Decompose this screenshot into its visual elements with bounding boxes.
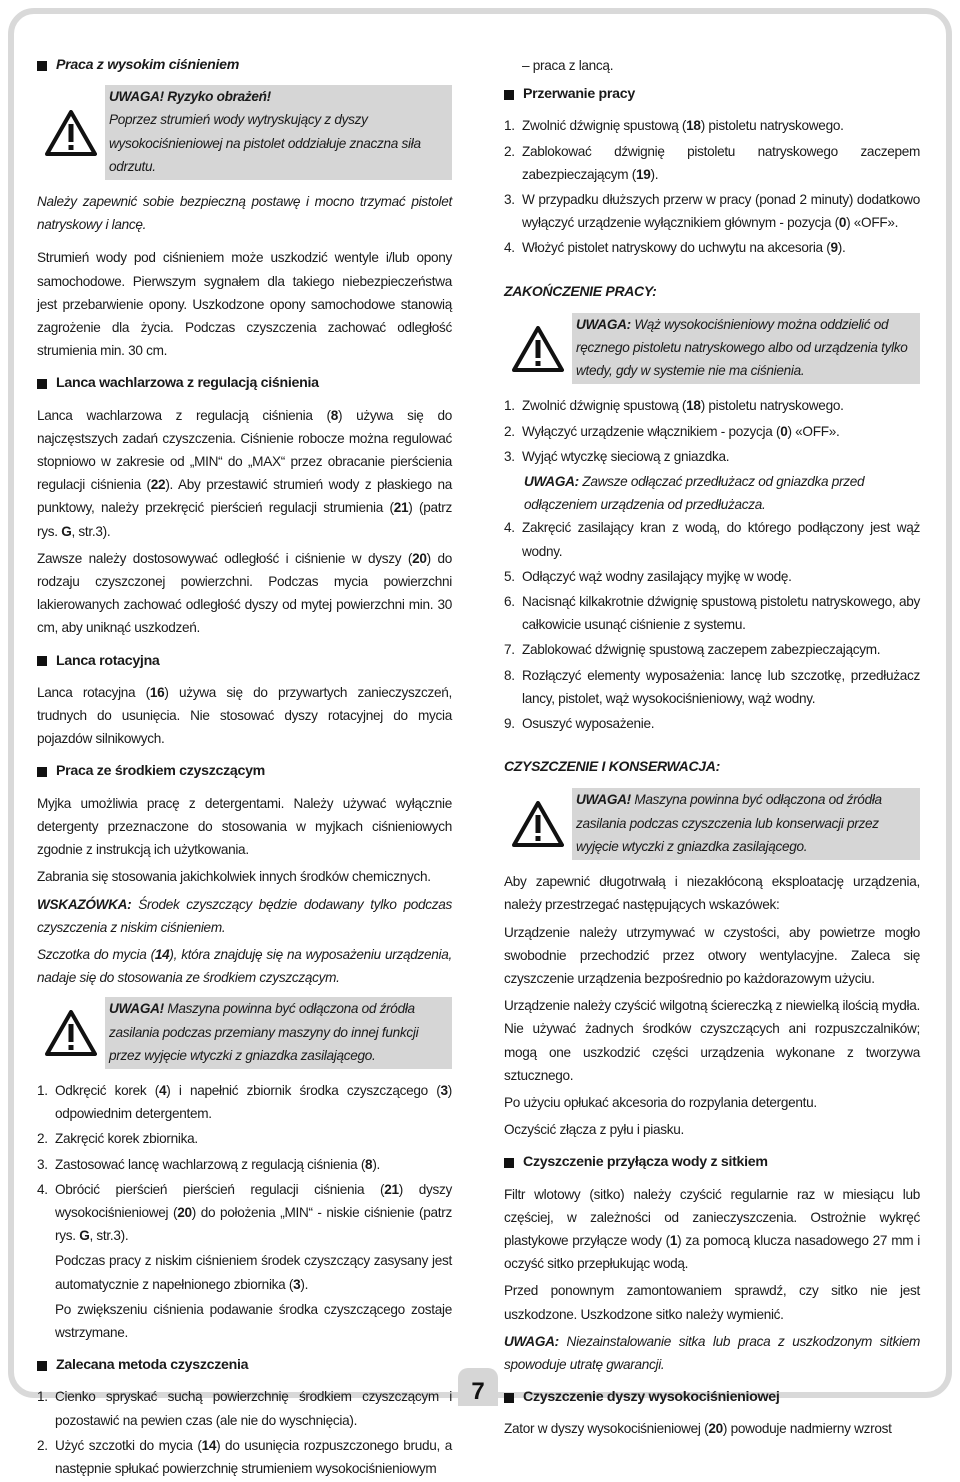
list-item: 1. Zwolnić dźwignię spustową (18) pistoletu natryskowego. [504,118,844,134]
paragraph-cleaning-4: Po użyciu opłukać akcesoria do rozpylania detergentu. [504,1094,817,1110]
list-item: 4. Obrócić pierścień pierścień regulacji ciśnienia (21) dyszy wysokociśnieniowej (20) do położenia „MIN“ - niskie ciśnienie (patrz rys. G, str.3). [37,1181,453,1244]
detergent-steps-list [37,1079,452,1247]
extension-cord-note: UWAGA: Zawsze odłączać przedłużacz od gniazdka przed odłączeniem urządzenia od przedłużacza. [524,474,865,513]
warning-box-injury [37,85,452,180]
section-heading-nozzle: Czyszczenie dyszy wysokociśnieniowej [504,1386,920,1409]
list-item: 2. Zablokować dźwignię pistoletu natryskowego zaczepem zabezpieczającym (19). [504,143,920,182]
list-item: 6. Nacisnąć kilkakrotnie dźwignię spustową pistoletu natryskowego, aby całkowicie usunąć ciśnienie z systemu. [504,594,920,633]
section-heading-method: Zalecana metoda czyszczenia [37,1354,452,1377]
end-work-list-continued [504,516,920,735]
list-item: 2. Zakręcić korek zbiornika. [37,1131,198,1147]
section-heading-high-pressure: Praca z wysokim ciśnieniem [37,54,452,77]
square-bullet-icon [37,1361,47,1371]
list-item: 1. Zwolnić dźwignię spustową (18) pistoletu natryskowego. [504,398,844,414]
paragraph-detergent-2: Zabrania się stosowania jakichkolwiek innych środków chemicznych. [37,869,431,885]
paragraph-water-jet: Strumień wody pod ciśnieniem może uszkodzić wentyle i/lub opony samochodowe. Pierwszym sygnałem dla takiego niebezpieczeństwa jest przebarwienie opony. Uszkodzone opony samochodowe stanowią zagrożenie dla życia. Podczas czyszczenia zachować odległość strumienia min. 30 cm. [37,250,452,359]
right-column [504,54,920,1445]
section-heading-rotary-lance: Lanca rotacyjna [37,650,452,673]
method-list [37,1385,452,1480]
paragraph-fan-lance-2: Zawsze należy dostosowywać odległość i ciśnienie w dyszy (20) do rodzaju czyszczonej powierzchni. Podczas mycia powierzchni lakierowanych zachować odległość dyszy od mytej powierzchni min. 30 cm, aby uniknąć uszkodzeń. [37,550,452,636]
warning-box-power: UWAGA! Maszyna powinna być odłączona od źródła zasilania podczas przemiany maszyny do innej funkcji przez wyjęcie wtyczki z gniazdka zasilającego. [37,997,452,1069]
dash-line: – praca z lancą. [522,58,614,73]
square-bullet-icon [37,656,47,666]
list-item: 3. Zastosować lancę wachlarzową z regulacją ciśnienia (8). [37,1156,381,1172]
warning-title: UWAGA! Ryzyko obrażeń! [109,89,271,105]
warning-text: Poprzez strumień wody wytryskujący z dyszy wysokociśnieniowej na pistolet oddziałuje znaczna siła odrzutu. [109,112,421,174]
strainer-note: UWAGA: Niezainstalowanie sitka lub praca z uszkodzonym sitkiem spowoduje utratę gwarancji. [504,1333,920,1372]
warning-triangle-icon [504,313,572,385]
interrupt-list [504,114,920,259]
step4-continuation-2: Po zwiększeniu ciśnienia podawanie środka czyszczącego zostaje wstrzymane. [55,1301,452,1340]
square-bullet-icon [504,1158,514,1168]
list-item: 4. Zakręcić zasilający kran z wodą, do którego podłączony jest wąż wodny. [504,520,920,559]
section-heading-strainer: Czyszczenie przyłącza wody z sitkiem [504,1151,920,1174]
left-column [37,54,452,1482]
step4-continuation-1: Podczas pracy z niskim ciśnieniem środek czyszczący zasysany jest automatycznie z napełnionego zbiornika (3). [55,1253,452,1292]
section-heading-interrupt: Przerwanie pracy [504,83,920,106]
warning-box-hose: UWAGA: Wąż wysokociśnieniowy można oddzielić od ręcznego pistoletu natryskowego albo od urządzenia tylko wtedy, gdy w systemie nie ma ciśnienia. [504,313,920,385]
warning-triangle-icon [37,997,105,1069]
warning-continuation: Należy zapewnić sobie bezpieczną postawę i mocno trzymać pistolet natryskowy i lancę. [37,194,452,233]
list-item: 3. W przypadku dłuższych przerw w pracy (ponad 2 minuty) dodatkowo wyłączyć urządzenie wyłącznikiem głównym - pozycja (0) «OFF». [504,192,920,231]
subheading-end-work: ZAKOŃCZENIE PRACY: [504,282,657,299]
square-bullet-icon [37,379,47,389]
list-item: 9. Osuszyć wyposażenie. [504,716,655,732]
paragraph-strainer-2: Przed ponownym zamontowaniem sprawdź, czy sitko nie jest uszkodzone. Uszkodzone sitko należy wymienić. [504,1283,920,1322]
paragraph-cleaning-2: Urządzenie należy utrzymywać w czystości, aby powietrze mogło swobodnie przechodzić przez otwory wentylacyjne. Zaleca się czyszczenie urządzenia bezpośrednio po każdorazowym użyciu. [504,924,920,986]
square-bullet-icon [37,61,47,71]
paragraph-brush: Szczotka do mycia (14), która znajduję się na wyposażeniu urządzenia, nadaje się do stosowania ze środkiem czyszczącym. [37,946,452,986]
list-item: 1. Cienko spryskać suchą powierzchnię środkiem czyszczącym i pozostawić na pewien czas (ale nie do wyschnięcia). [37,1389,452,1428]
square-bullet-icon [37,767,47,777]
paragraph-nozzle: Zator w dyszy wysokociśnieniowej (20) powoduje nadmierny wzrost [504,1421,892,1437]
paragraph-cleaning-5: Oczyścić złącza z pyłu i piasku. [504,1122,685,1138]
paragraph-cleaning-1: Aby zapewnić długotrwałą i niezakłóconą eksploatację urządzenia, należy przestrzegać następujących wskazówek: [504,874,920,913]
list-item: 3. Wyjąć wtyczkę sieciową z gniazdka. [504,448,730,464]
section-heading-detergent: Praca ze środkiem czyszczącym [37,760,452,783]
list-item: 4. Włożyć pistolet natryskowy do uchwytu na akcesoria (9). [504,240,846,256]
section-heading-fan-lance: Lanca wachlarzowa z regulacją ciśnienia [37,372,452,395]
paragraph-detergent-1: Myjka umożliwia pracę z detergentami. Należy używać wyłącznie detergenty przeznaczone do stosowania w myjkach ciśnieniowych zgodnie z instrukcją ich użytkowania. [37,795,452,858]
list-item: 7. Zablokować dźwignię spustową zaczepem zabezpieczającym. [504,642,881,658]
end-work-list [504,394,920,468]
paragraph-strainer-1: Filtr wlotowy (sitko) należy czyścić regularnie raz w miesiącu lub częściej, w zależności od zanieczyszczenia. Ostrożnie wykręć plastykowe przyłącze wody (1) za pomocą klucza nasadowego 27 mm i oczyść sitko przepłukując wodą. [504,1186,920,1272]
list-item: 5. Odłączyć wąż wodny zasilający myjkę w wodę. [504,568,792,584]
square-bullet-icon [504,1393,514,1403]
paragraph-cleaning-3: Urządzenie należy czyścić wilgotną ściereczką z niewielką ilością mydła. Nie używać żadnych środków czyszczących ani rozpuszczalników; mogą one uszkodzić części urządzenia wykonane z tworzywa sztucznego. [504,998,920,1083]
hint-note: WSKAZÓWKA: Środek czyszczący będzie dodawany tylko podczas czyszczenia z niskim ciśnieniem. [37,896,452,935]
list-item: 8. Rozłączyć elementy wyposażenia: lancę lub szczotkę, przedłużacz lancy, pistolet, wąż wysokociśnieniowy, wąż wodny. [504,667,920,706]
warning-box-cleaning: UWAGA! Maszyna powinna być odłączona od źródła zasilania podczas czyszczenia lub konserwacji przez wyjęcie wtyczki z gniazdka zasilającego. [504,788,920,860]
warning-triangle-icon [37,85,105,180]
square-bullet-icon [504,90,514,100]
warning-triangle-icon [504,788,572,860]
list-item: 2. Wyłączyć urządzenie włącznikiem - pozycja (0) «OFF». [504,423,840,439]
paragraph-rotary-lance: Lanca rotacyjna (16) używa się do przywartych zanieczyszczeń, trudnych do usunięcia. Nie stosować dyszy rotacyjnej do mycia pojazdów silnikowych. [37,684,452,747]
list-item: 1. Odkręcić korek (4) i napełnić zbiornik środka czyszczącego (3) odpowiednim detergentem. [37,1082,453,1122]
subheading-cleaning: CZYSZCZENIE I KONSERWACJA: [504,758,720,775]
list-item: 2. Użyć szczotki do mycia (14) do usunięcia rozpuszczonego brudu, a następnie spłukać powierzchnię strumieniem wysokociśnieniowym [37,1437,452,1476]
paragraph-fan-lance-1: Lanca wachlarzowa z regulacją ciśnienia (8) używa się do najczęstszych zadań czyszczenia. Ciśnienie robocze można regulować stopniowo w zakresie od „MIN“ do „MAX“ przez obracanie pierścienia regulacji ciśnienia (22). Aby przestawić strumień wody z płaskiego na punktowy, należy przekręcić pierścień regulacji strumienia (21) (patrz rys. G, str.3). [37,407,452,539]
page-number: 7 [458,1368,498,1406]
